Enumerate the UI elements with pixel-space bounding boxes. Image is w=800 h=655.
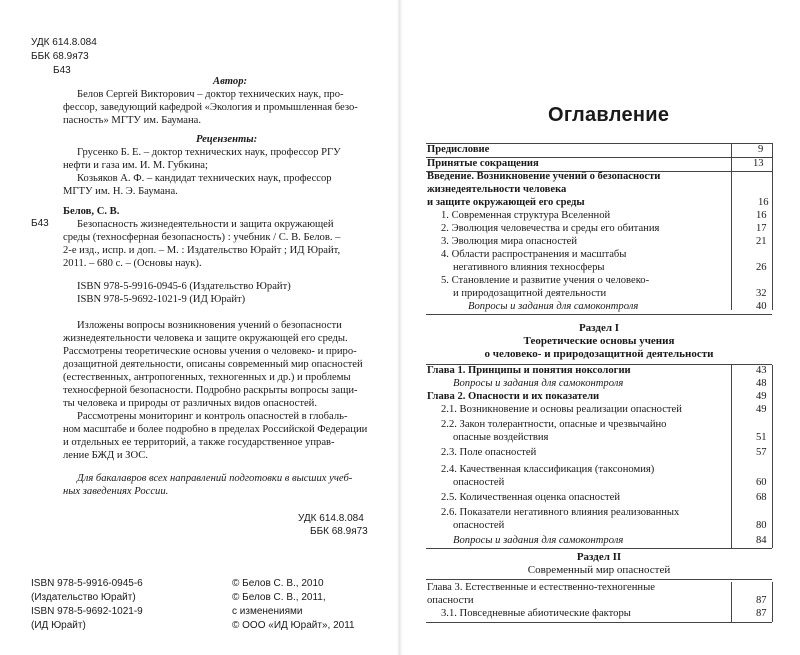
abstract-line: техносферной безопасности. Подробно раскрыты вопросы защи- bbox=[63, 385, 358, 396]
author-line: фессор, заведующий кафедрой «Экология и промышленная безо- bbox=[63, 102, 358, 113]
toc-page: 49 bbox=[756, 391, 767, 402]
toc-page: 48 bbox=[756, 378, 767, 389]
copyright-line: © Белов С. В., 2010 bbox=[232, 578, 324, 589]
section-title: Раздел II bbox=[576, 551, 622, 563]
abstract-line: жизнедеятельности человека и защите окружающей его среды. bbox=[63, 333, 348, 344]
reviewer-line: Козьяков А. Ф. – кандидат технических наук, профессор bbox=[77, 173, 332, 184]
book-line: 2011. – 680 с. – (Основы наук). bbox=[63, 258, 202, 269]
toc-entry[interactable]: Вопросы и задания для самоконтроля bbox=[453, 535, 624, 546]
abstract-line: (естественных, антропогенных, техногенных и др.) и проблемы bbox=[63, 372, 351, 383]
abstract-line: и отдельных ее территорий, а также государственное управ- bbox=[63, 437, 335, 448]
toc-page: 26 bbox=[756, 262, 767, 273]
toc-entry[interactable]: опасностей bbox=[453, 477, 505, 488]
rule bbox=[426, 548, 772, 549]
toc-entry[interactable]: и природозащитной деятельности bbox=[453, 288, 607, 299]
toc-page: 21 bbox=[756, 236, 767, 247]
toc-entry[interactable]: Вопросы и задания для самоконтроля bbox=[468, 301, 639, 312]
abstract-line: ты человека и природы от различных видов опасностей. bbox=[63, 398, 317, 409]
toc-entry[interactable]: Вопросы и задания для самоконтроля bbox=[453, 378, 624, 389]
abstract-line: Рассмотрены теоретические основы учения о человеко- и приро- bbox=[63, 346, 357, 357]
toc-entry[interactable]: Глава 1. Принципы и понятия ноксологии bbox=[427, 365, 631, 376]
author-line: пасность» МГТУ им. Баумана. bbox=[63, 115, 202, 126]
reviewer-line: нефти и газа им. И. М. Губкина; bbox=[63, 160, 208, 171]
section-title: Раздел I bbox=[578, 322, 620, 334]
toc-page: 40 bbox=[756, 301, 767, 312]
rule bbox=[426, 579, 772, 580]
copyright-line: © ООО «ИД Юрайт», 2011 bbox=[232, 620, 355, 631]
toc-page: 80 bbox=[756, 520, 767, 531]
toc-entry[interactable]: опасности bbox=[427, 595, 474, 606]
toc-entry[interactable]: 2.6. Показатели негативного влияния реализованных bbox=[441, 507, 680, 518]
toc-entry[interactable]: 2. Эволюция человечества и среды его обитания bbox=[441, 223, 660, 234]
rule bbox=[731, 143, 732, 310]
udk-code-bottom: УДК 614.8.084 bbox=[298, 513, 364, 524]
toc-entry[interactable]: 2.5. Количественная оценка опасностей bbox=[441, 492, 620, 503]
isbn-line: ISBN 978-5-9916-0945-6 (Издательство Юрайт) bbox=[77, 281, 291, 292]
bbk-code-bottom: ББК 68.9я73 bbox=[310, 526, 368, 537]
toc-page: 32 bbox=[756, 288, 767, 299]
shelf-code: Б43 bbox=[31, 218, 49, 229]
toc-page: 43 bbox=[756, 365, 767, 376]
udk-code-top: УДК 614.8.084 bbox=[31, 37, 97, 48]
rule bbox=[772, 582, 773, 622]
toc-entry[interactable]: 3.1. Повседневные абиотические факторы bbox=[441, 608, 631, 619]
bbk-code-top: ББК 68.9я73 bbox=[31, 51, 89, 62]
toc-entry[interactable]: Принятые сокращения bbox=[427, 158, 539, 169]
rule bbox=[426, 622, 772, 623]
section-subtitle: о человеко- и природозащитной деятельности bbox=[484, 348, 714, 360]
toc-page: 87 bbox=[756, 608, 767, 619]
rule bbox=[772, 143, 773, 310]
toc-entry[interactable]: Предисловие bbox=[427, 144, 490, 155]
rule bbox=[426, 314, 772, 315]
toc-entry[interactable]: 4. Области распространения и масштабы bbox=[441, 249, 627, 260]
abstract-line: Изложены вопросы возникновения учений о безопасности bbox=[77, 320, 342, 331]
isbn-line: ISBN 978-5-9692-1021-9 (ИД Юрайт) bbox=[77, 294, 246, 305]
toc-entry[interactable]: 2.4. Качественная классификация (таксономия) bbox=[441, 464, 655, 475]
toc-entry[interactable]: Введение. Возникновение учений о безопасности bbox=[427, 171, 661, 182]
toc-page: 16 bbox=[758, 197, 769, 208]
toc-page: 57 bbox=[756, 447, 767, 458]
audience-line: ных заведениях России. bbox=[63, 486, 169, 497]
abstract-line: ление БЖД и ЗОС. bbox=[63, 450, 148, 461]
toc-entry[interactable]: 3. Эволюция мира опасностей bbox=[441, 236, 578, 247]
toc-page: 9 bbox=[758, 144, 764, 155]
section-subtitle: Теоретические основы учения bbox=[523, 335, 675, 347]
toc-page: 13 bbox=[753, 158, 764, 169]
rule bbox=[772, 365, 773, 548]
rule bbox=[731, 365, 732, 548]
toc-page: 87 bbox=[756, 595, 767, 606]
toc-entry[interactable]: негативного влияния техносферы bbox=[453, 262, 605, 273]
toc-entry[interactable]: 2.3. Поле опасностей bbox=[441, 447, 537, 458]
toc-entry[interactable]: опасные воздействия bbox=[453, 432, 549, 443]
toc-page: 84 bbox=[756, 535, 767, 546]
toc-entry[interactable]: жизнедеятельности человека bbox=[427, 184, 567, 195]
book-fold bbox=[397, 0, 403, 655]
toc-entry[interactable]: 2.2. Закон толерантности, опасные и чрезвычайно bbox=[441, 419, 667, 430]
toc-entry[interactable]: Глава 2. Опасности и их показатели bbox=[427, 391, 600, 402]
toc-page: 68 bbox=[756, 492, 767, 503]
copyright-line: © Белов С. В., 2011, bbox=[232, 592, 326, 603]
toc-entry[interactable]: и защите окружающей его среды bbox=[427, 197, 585, 208]
abstract-line: Рассмотрены мониторинг и контроль опасностей в глобаль- bbox=[77, 411, 348, 422]
copyright-line: с изменениями bbox=[232, 606, 303, 617]
rule bbox=[731, 582, 732, 622]
isbn-block-line: (Издательство Юрайт) bbox=[31, 592, 136, 603]
book-line: 2-е изд., испр. и доп. – М. : Издательство Юрайт ; ИД Юрайт, bbox=[63, 245, 341, 256]
shelf-code-top: Б43 bbox=[53, 65, 71, 76]
reviewer-line: Грусенко Б. Е. – доктор технических наук, профессор РГУ bbox=[77, 147, 341, 158]
book-line: Безопасность жизнедеятельности и защита окружающей bbox=[77, 219, 334, 230]
abstract-line: дозащитной деятельности, описаны современный мир опасностей bbox=[63, 359, 363, 370]
toc-entry[interactable]: 5. Становление и развитие учения о человеко- bbox=[441, 275, 650, 286]
isbn-block-line: ISBN 978-5-9692-1021-9 bbox=[31, 606, 143, 617]
isbn-block-line: (ИД Юрайт) bbox=[31, 620, 86, 631]
toc-page: 60 bbox=[756, 477, 767, 488]
toc-entry[interactable]: Глава 3. Естественные и естественно-техногенные bbox=[427, 582, 655, 593]
toc-entry[interactable]: 2.1. Возникновение и основы реализации опасностей bbox=[441, 404, 682, 415]
toc-title: Оглавление bbox=[548, 104, 670, 126]
toc-page: 51 bbox=[756, 432, 767, 443]
reviewers-heading: Рецензенты: bbox=[196, 134, 258, 145]
isbn-block-line: ISBN 978-5-9916-0945-6 bbox=[31, 578, 143, 589]
toc-page: 16 bbox=[756, 210, 767, 221]
author-heading: Автор: bbox=[213, 76, 248, 87]
toc-entry[interactable]: 1. Современная структура Вселенной bbox=[441, 210, 611, 221]
section-subtitle: Современный мир опасностей bbox=[527, 564, 671, 576]
toc-entry[interactable]: опасностей bbox=[453, 520, 505, 531]
audience-line: Для бакалавров всех направлений подготовки в высших учеб- bbox=[77, 473, 353, 484]
abstract-line: ном масштабе и более подробно в пределах Российской Федерации bbox=[63, 424, 368, 435]
book-line: среды (техносферная безопасность) : учебник / С. В. Белов. – bbox=[63, 232, 341, 243]
toc-page: 49 bbox=[756, 404, 767, 415]
toc-page: 17 bbox=[756, 223, 767, 234]
author-line: Белов Сергей Викторович – доктор технических наук, про- bbox=[77, 89, 344, 100]
reviewer-line: МГТУ им. Н. Э. Баумана. bbox=[63, 186, 178, 197]
book-author: Белов, С. В. bbox=[63, 206, 120, 217]
